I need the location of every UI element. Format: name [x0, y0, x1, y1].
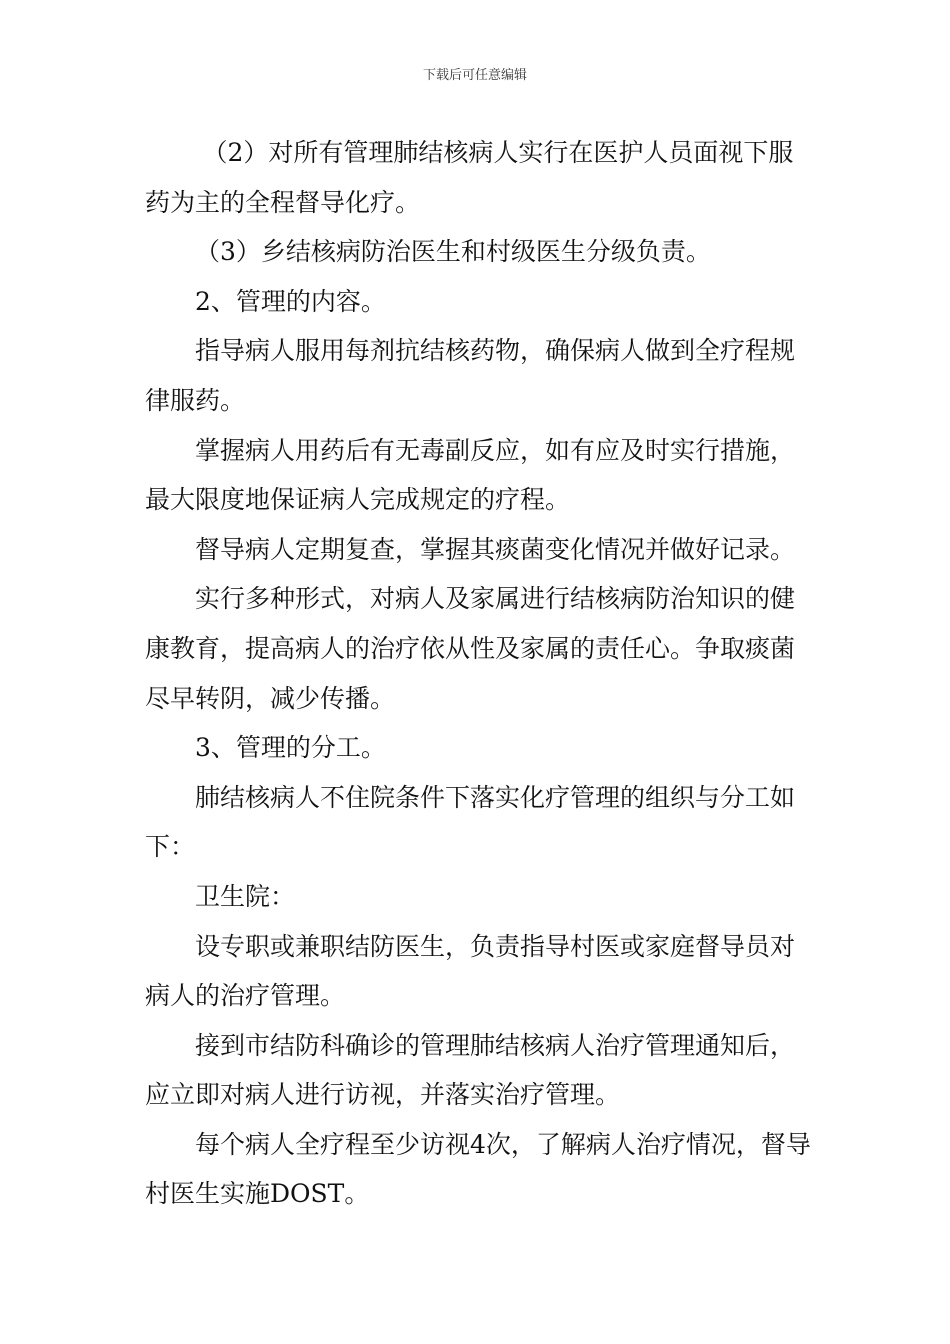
section-heading-2: 2、管理的内容。 — [195, 286, 386, 316]
page-header: 下载后可任意编辑 — [422, 68, 527, 83]
paragraph-8: 设专职或兼职结防医生，负责指导村医或家庭督导员对病人的治疗管理。 — [145, 931, 796, 1011]
paragraph-10: 每个病人全疗程至少访视4次，了解病人治疗情况，督导村医生实施DOST。 — [145, 1129, 811, 1209]
subheading-health-center: 卫生院： — [195, 881, 296, 911]
paragraph-3: 指导病人服用每剂抗结核药物，确保病人做到全疗程规律服药。 — [145, 336, 796, 415]
document-body — [145, 128, 815, 1219]
paragraph-2: （3）乡结核病防治医生和村级医生分级负责。 — [195, 237, 711, 267]
paragraph-6: 实行多种形式，对病人及家属进行结核病防治知识的健康教育，提高病人的治疗依从性及家属的责任心。争取痰菌尽早转阴，减少传播。 — [145, 584, 796, 713]
paragraph-9: 接到市结防科确诊的管理肺结核病人治疗管理通知后，应立即对病人进行访视，并落实治疗管理。 — [145, 1030, 796, 1110]
paragraph-5: 督导病人定期复查，掌握其痰菌变化情况并做好记录。 — [195, 534, 796, 564]
paragraph-1: （2）对所有管理肺结核病人实行在医护人员面视下服药为主的全程督导化疗。 — [145, 138, 794, 217]
section-heading-3: 3、管理的分工。 — [195, 733, 386, 763]
paragraph-7: 肺结核病人不住院条件下落实化疗管理的组织与分工如下： — [145, 782, 796, 862]
paragraph-4: 掌握病人用药后有无毒副反应，如有应及时实行措施，最大限度地保证病人完成规定的疗程。 — [145, 435, 796, 515]
